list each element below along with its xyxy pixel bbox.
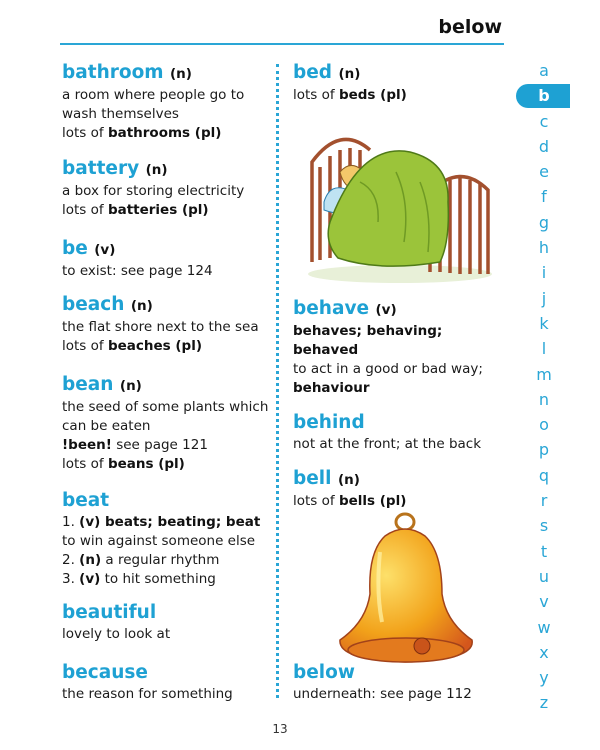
definition-line — [293, 379, 503, 398]
headword: be — [62, 238, 88, 259]
headword: beach — [62, 294, 125, 315]
alphabet-letter-o[interactable]: o — [539, 415, 549, 435]
bold-text: bathrooms (pl) — [107, 125, 222, 141]
bell-picture — [330, 512, 480, 682]
definition-text: to exist: see page 124 — [62, 263, 213, 279]
part-of-speech: (v) — [94, 242, 116, 258]
bold-text: beds (pl) — [338, 87, 407, 103]
definition-text: lots of — [62, 456, 108, 472]
definition-text: can be eaten — [62, 418, 151, 434]
dictionary-entry — [62, 294, 267, 356]
alphabet-letter-f[interactable]: f — [541, 187, 547, 207]
headword: beautiful — [62, 602, 157, 623]
alphabet-letter-v[interactable]: v — [539, 592, 549, 612]
bold-text: (v) beats; beating; beat — [79, 514, 261, 530]
headword: beat — [62, 490, 110, 511]
definition-text: to act in a good or bad way; — [293, 361, 483, 377]
definition-line — [293, 435, 503, 454]
definition-text: to win against someone else — [62, 533, 256, 549]
header-rule — [60, 43, 504, 45]
alphabet-letter-l[interactable]: l — [541, 339, 547, 359]
definition-text: the flat shore next to the sea — [62, 319, 259, 335]
definition-line — [62, 685, 267, 704]
dictionary-entry — [293, 412, 503, 454]
part-of-speech: (n) — [130, 298, 153, 314]
column-divider — [276, 64, 279, 698]
definition-text: 1. — [62, 514, 80, 530]
definition-line — [62, 532, 267, 551]
alphabet-letter-e[interactable]: e — [539, 162, 549, 182]
bold-text: beaches (pl) — [107, 338, 203, 354]
definition-text: the reason for something — [62, 686, 233, 702]
bold-text: beans (pl) — [107, 456, 185, 472]
definition-line — [62, 262, 267, 281]
dictionary-entry — [62, 490, 267, 589]
definition-line — [62, 436, 267, 455]
alphabet-letter-q[interactable]: q — [538, 465, 550, 485]
dictionary-entry — [62, 238, 267, 281]
headword-line — [293, 412, 503, 434]
dictionary-entry — [293, 298, 503, 398]
definition-line — [62, 625, 267, 644]
alphabet-letter-w[interactable]: w — [537, 617, 551, 637]
dictionary-entry — [293, 468, 503, 511]
definition-line — [62, 417, 267, 436]
dictionary-entry — [62, 374, 267, 474]
definition-line — [62, 318, 267, 337]
bold-text: bells (pl) — [338, 493, 407, 509]
bold-text: !been! — [62, 437, 112, 453]
definition-line — [293, 86, 503, 105]
bed-illustration — [300, 112, 500, 291]
alphabet-letter-y[interactable]: y — [539, 668, 549, 688]
headword-line — [62, 662, 267, 684]
headword-line — [293, 62, 503, 85]
alphabet-letter-k[interactable]: k — [539, 313, 549, 333]
guideword: below — [438, 16, 502, 38]
alphabet-letter-b[interactable]: b — [518, 83, 570, 108]
bold-text: behaviour — [293, 380, 370, 396]
definition-text: lots of — [62, 202, 108, 218]
dictionary-entry — [293, 62, 503, 105]
definition-text: not at the front; at the back — [293, 436, 482, 452]
headword: behind — [293, 412, 365, 433]
bell-illustration — [330, 512, 480, 686]
definition-line — [293, 322, 503, 341]
part-of-speech: (n) — [337, 472, 360, 488]
bed-picture — [300, 112, 500, 287]
definition-line — [62, 105, 267, 124]
headword-line — [62, 490, 267, 512]
definition-text: lots of — [62, 338, 108, 354]
definition-line — [62, 201, 267, 220]
headword: battery — [62, 158, 140, 179]
alphabet-letter-d[interactable]: d — [538, 136, 550, 156]
part-of-speech: (n) — [170, 66, 192, 82]
definition-line — [293, 492, 503, 511]
headword-line — [293, 298, 503, 321]
definition-text: a box for storing electricity — [62, 183, 245, 199]
definition-line — [62, 337, 267, 356]
definition-text: the seed of some plants which — [62, 399, 269, 415]
bold-text: batteries (pl) — [107, 202, 209, 218]
definition-line — [293, 360, 503, 379]
definition-text: to hit something — [100, 571, 216, 587]
headword: below — [293, 662, 355, 683]
headword-line — [62, 602, 267, 624]
part-of-speech: (n) — [338, 66, 361, 82]
alphabet-letter-j[interactable]: j — [541, 288, 547, 308]
definition-line — [62, 182, 267, 201]
alphabet-letter-s[interactable]: s — [539, 516, 549, 536]
dictionary-entry — [62, 158, 267, 220]
alphabet-letter-a[interactable]: a — [539, 61, 549, 80]
headword-line — [62, 294, 267, 317]
definition-line — [62, 86, 267, 105]
definition-text: lots of — [293, 493, 339, 509]
definition-line — [62, 513, 267, 532]
alphabet-letter-t[interactable]: t — [540, 541, 548, 561]
bold-text: (n) — [79, 552, 102, 568]
alphabet-letter-p[interactable]: p — [538, 440, 550, 460]
headword: bell — [293, 468, 332, 489]
definition-line — [293, 685, 503, 704]
headword: bed — [293, 62, 333, 83]
definition-text: underneath: see page 112 — [293, 686, 472, 702]
headword-line — [293, 468, 503, 491]
definition-text: 3. — [62, 571, 80, 587]
headword: because — [62, 662, 148, 683]
headword: behave — [293, 298, 370, 319]
dictionary-entry — [62, 662, 267, 704]
definition-text: 2. — [62, 552, 80, 568]
alphabet-letter-m[interactable]: m — [536, 364, 552, 384]
bold-text: (v) — [79, 571, 101, 587]
alphabet-letter-n[interactable]: n — [538, 389, 550, 409]
headword-line — [62, 238, 267, 261]
definition-text: a regular rhythm — [101, 552, 220, 568]
definition-line — [62, 455, 267, 474]
headword-line — [62, 374, 267, 397]
definition-line — [62, 398, 267, 417]
alphabet-letter-u[interactable]: u — [538, 566, 550, 586]
definition-text: lots of — [62, 125, 108, 141]
bold-text: behaved — [293, 342, 359, 358]
part-of-speech: (n) — [145, 162, 168, 178]
alphabet-index — [518, 58, 570, 716]
alphabet-letter-r[interactable]: r — [540, 491, 548, 511]
definition-text: see page 121 — [111, 437, 208, 453]
alphabet-letter-c[interactable]: c — [539, 111, 549, 131]
definition-line — [62, 570, 267, 589]
bold-text: behaves; behaving; — [293, 323, 443, 339]
alphabet-letter-g[interactable]: g — [538, 212, 550, 232]
dictionary-entry — [62, 602, 267, 644]
headword-line — [62, 158, 267, 181]
page-number: 13 — [272, 722, 288, 736]
definition-text: wash themselves — [62, 106, 179, 122]
alphabet-letter-i[interactable]: i — [541, 263, 547, 283]
alphabet-letter-x[interactable]: x — [539, 642, 549, 662]
alphabet-letter-h[interactable]: h — [538, 238, 550, 258]
definition-line — [62, 124, 267, 143]
definition-line — [293, 341, 503, 360]
alphabet-letter-z[interactable]: z — [539, 693, 549, 713]
definition-text: lots of — [293, 87, 339, 103]
definition-text: a room where people go to — [62, 87, 245, 103]
definition-text: lovely to look at — [62, 626, 171, 642]
dictionary-entry — [62, 62, 267, 143]
part-of-speech: (n) — [119, 378, 142, 394]
part-of-speech: (v) — [375, 302, 397, 318]
headword: bean — [62, 374, 114, 395]
headword: bathroom — [62, 62, 164, 83]
definition-line — [62, 551, 267, 570]
headword-line — [62, 62, 267, 85]
